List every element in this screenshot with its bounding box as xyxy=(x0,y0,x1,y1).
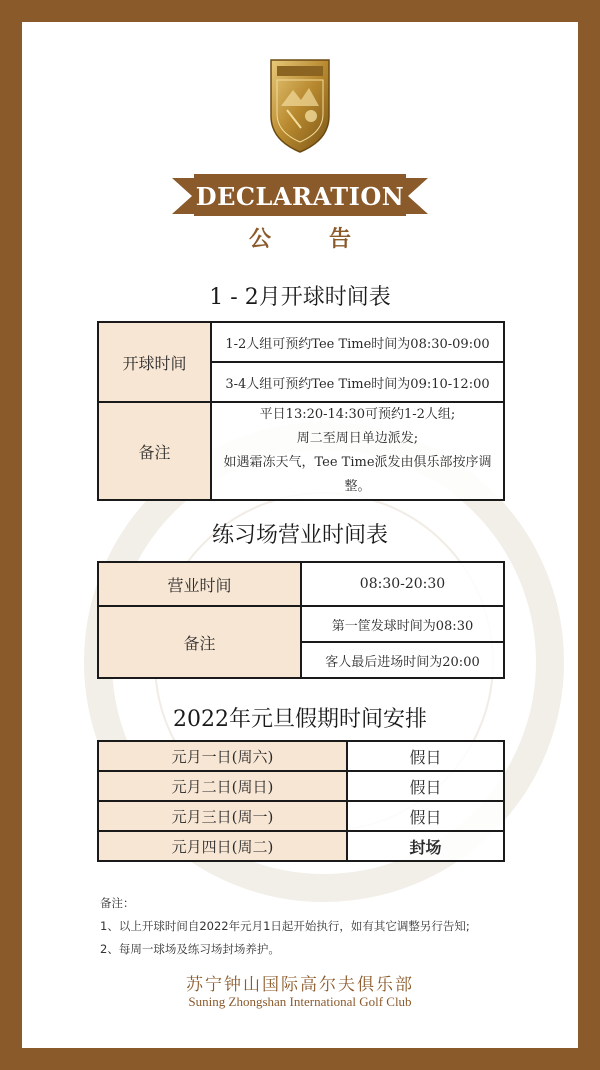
range-note-label: 备注 xyxy=(98,606,301,678)
range-title: 练习场营业时间表 xyxy=(211,523,388,548)
tee-times-title: 1 - 2月开球时间表 xyxy=(209,285,391,310)
holiday-day: 元月三日(周一) xyxy=(98,801,347,831)
holiday-day: 元月二日(周日) xyxy=(98,771,347,801)
club-name-cn: 苏宁钟山国际高尔夫俱乐部 xyxy=(186,975,414,995)
banner-title: DECLARATION xyxy=(195,181,405,211)
tee-note-cell xyxy=(211,402,504,500)
holiday-table xyxy=(97,740,505,862)
footnotes xyxy=(100,892,540,961)
tee-time-row-2: 3-4人组可预约Tee Time时间为09:10-12:00 xyxy=(211,362,504,402)
holiday-status-closed: 封场 xyxy=(347,831,504,861)
range-hours-label: 营业时间 xyxy=(98,562,301,606)
tee-time-row-1: 1-2人组可预约Tee Time时间为08:30-09:00 xyxy=(211,322,504,362)
holiday-status: 假日 xyxy=(347,741,504,771)
tee-note-label: 备注 xyxy=(98,402,211,500)
holiday-status: 假日 xyxy=(347,771,504,801)
club-name-en: Suning Zhongshan International Golf Club xyxy=(188,994,412,1009)
holiday-day: 元月一日(周六) xyxy=(98,741,347,771)
holiday-title: 2022年元旦假期时间安排 xyxy=(173,707,427,732)
page-subtitle: 公告 xyxy=(248,226,409,252)
tee-note-line: 如遇霜冻天气，Tee Time派发由俱乐部按序调整。 xyxy=(223,455,492,494)
holiday-status: 假日 xyxy=(347,801,504,831)
club-crest-icon xyxy=(267,58,333,154)
tee-times-table xyxy=(97,321,505,501)
notes-line-1: 1、以上开球时间自2022年元月1日起开始执行，如有其它调整另行告知; xyxy=(100,919,470,933)
tee-time-label: 开球时间 xyxy=(98,322,211,402)
range-hours-value: 08:30-20:30 xyxy=(301,562,504,606)
holiday-day: 元月四日(周二) xyxy=(98,831,347,861)
tee-note-line: 周二至周日单边派发; xyxy=(296,431,419,446)
notes-heading: 备注： xyxy=(100,896,135,910)
tee-note-line: 平日13:20-14:30可预约1-2人组; xyxy=(259,407,456,422)
range-note-1: 第一筐发球时间为08:30 xyxy=(301,606,504,642)
notes-line-2: 2、每周一球场及练习场封场养护。 xyxy=(100,942,280,956)
announcement-sheet xyxy=(22,22,578,1048)
range-note-2: 客人最后进场时间为20:00 xyxy=(301,642,504,678)
range-table xyxy=(97,561,505,679)
